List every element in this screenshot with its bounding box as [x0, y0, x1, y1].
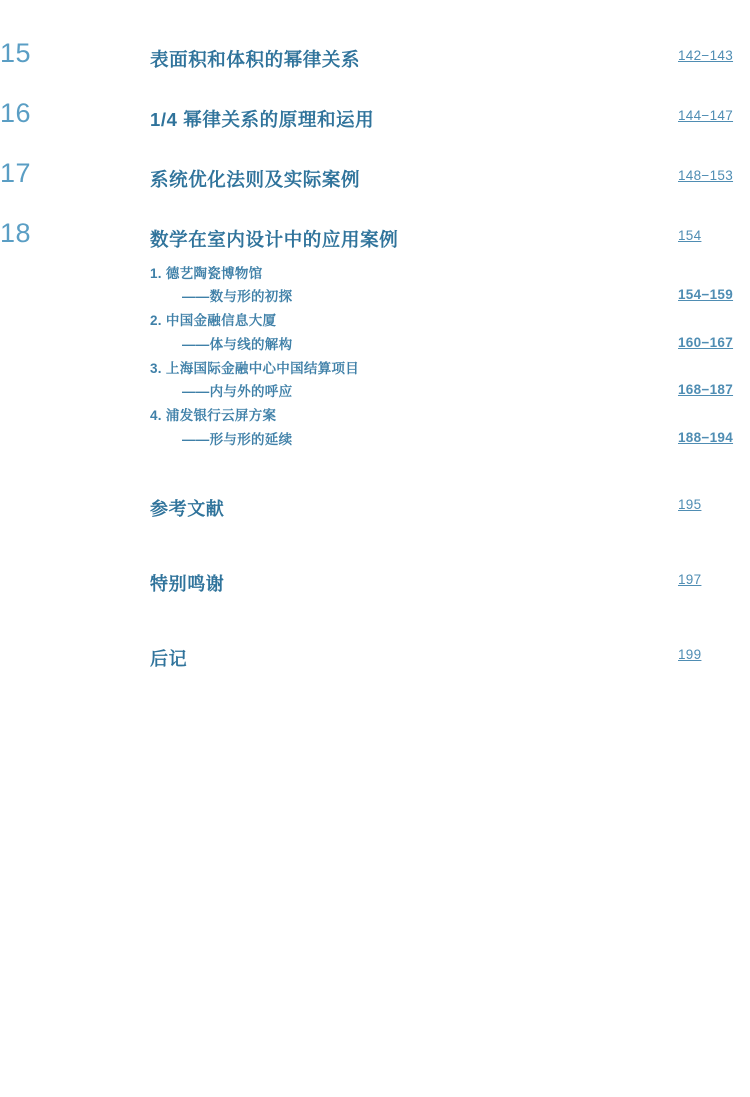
toc-entry-pages[interactable]: 142−143	[678, 48, 734, 63]
toc-sub-pages[interactable]: 160−167	[678, 334, 734, 350]
toc-sub-item[interactable]	[150, 404, 734, 450]
toc-sub-sublabel	[150, 380, 734, 403]
toc-sub-label[interactable]: 3. 上海国际金融中心中国结算项目	[150, 360, 360, 376]
toc-entry-head	[150, 495, 702, 521]
toc-entry[interactable]	[0, 158, 750, 192]
toc-entry-head	[0, 218, 702, 252]
toc-entry-number: 16	[0, 98, 32, 128]
toc-sub-sublabel	[150, 333, 734, 356]
toc-entry-head	[0, 38, 734, 72]
toc-sub-sublabel-text[interactable]: ——形与形的延续	[182, 431, 293, 447]
toc-sub-item[interactable]	[150, 357, 734, 403]
toc-entry-number: 18	[0, 218, 32, 248]
toc-backmatter-pages[interactable]: 199	[678, 646, 702, 662]
toc-entry-head	[0, 158, 734, 192]
toc-sub-list	[150, 262, 734, 451]
toc-entry-head	[0, 98, 734, 132]
toc-sub-pages[interactable]: 188−194	[678, 429, 734, 445]
toc-sub-pages[interactable]: 154−159	[678, 287, 734, 303]
toc-entry[interactable]	[0, 98, 750, 132]
toc-entry-head	[150, 645, 702, 671]
toc-backmatter-entry[interactable]	[0, 645, 750, 671]
toc-sub-item[interactable]	[150, 309, 734, 355]
toc-entry-title[interactable]: 系统优化法则及实际案例	[150, 169, 361, 190]
toc-sub-label[interactable]: 4. 浦发银行云屏方案	[150, 408, 277, 424]
toc-entry[interactable]	[0, 38, 750, 72]
toc-entry-head	[150, 570, 702, 596]
toc-entry-pages[interactable]: 148−153	[678, 168, 734, 183]
toc-sub-sublabel	[150, 285, 734, 308]
toc-backmatter-entry[interactable]	[0, 495, 750, 521]
toc-backmatter-title[interactable]: 参考文献	[150, 498, 225, 519]
toc-entry-number: 17	[0, 158, 32, 188]
toc-backmatter-entry[interactable]	[0, 570, 750, 596]
toc-backmatter-pages[interactable]: 195	[678, 496, 702, 512]
toc-sub-label[interactable]: 1. 德艺陶瓷博物馆	[150, 266, 263, 281]
toc-backmatter-pages[interactable]: 197	[678, 571, 702, 587]
toc-entry[interactable]	[0, 218, 750, 451]
toc-entry-title[interactable]: 1/4 幂律关系的原理和运用	[150, 109, 375, 130]
toc-sub-sublabel	[150, 428, 734, 451]
toc-sub-sublabel-text[interactable]: ——体与线的解构	[182, 336, 293, 352]
toc-entry-title[interactable]: 数学在室内设计中的应用案例	[150, 229, 399, 250]
toc-backmatter-title[interactable]: 特别鸣谢	[150, 573, 225, 594]
toc-sub-pages[interactable]: 168−187	[678, 382, 734, 398]
toc-entry-pages[interactable]: 144−147	[678, 108, 734, 123]
toc-sub-item[interactable]	[150, 262, 734, 308]
toc-sub-label[interactable]: 2. 中国金融信息大厦	[150, 313, 277, 329]
toc-entry-title[interactable]: 表面积和体积的幂律关系	[150, 49, 361, 70]
toc-sub-sublabel-text[interactable]: ——数与形的初探	[182, 289, 293, 305]
table-of-contents	[0, 38, 750, 720]
toc-entry-pages[interactable]: 154	[678, 228, 702, 243]
toc-entry-number: 15	[0, 38, 32, 68]
toc-sub-sublabel-text[interactable]: ——内与外的呼应	[182, 384, 293, 400]
toc-backmatter-title[interactable]: 后记	[150, 648, 188, 669]
